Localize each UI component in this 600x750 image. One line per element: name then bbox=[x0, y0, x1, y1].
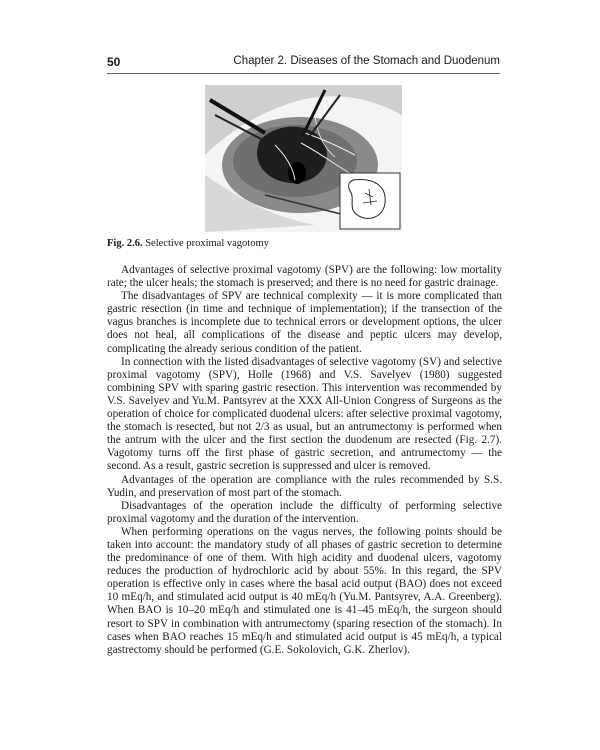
figure-caption bbox=[107, 238, 269, 249]
body-text bbox=[107, 264, 502, 657]
paragraph: In connection with the listed disadvantages of selective vagotomy (SV) and selective proximal vagotomy (SPV), Holle (1968) and V.S. Savelyev (1980) suggested combining SPV with sparing gastric resection. This intervention was recommended by V.S. Savelyev and Yu.M. Pantsyrev at the XXX All-Union Congress of Surgeons as the operation of choice for complicated duodenal ulcers: after selective proximal vagotomy, the stomach is resected, but not 2/3 as usual, but an antrumectomy is performed when the antrum with the ulcer and the first section the duodenum are resected (Fig. 2.7). Vagotomy turns off the first phase of gastric secretion, and antrumectomy — the second. As a result, gastric secretion is suppressed and ulcer is removed. bbox=[107, 355, 502, 473]
header-rule bbox=[107, 73, 500, 74]
figure-caption-text: Selective proximal vagotomy bbox=[145, 238, 269, 249]
page-number: 50 bbox=[107, 55, 121, 69]
paragraph: Disadvantages of the operation include the difficulty of performing selective proximal vagotomy and the duration of the intervention. bbox=[107, 499, 502, 525]
surgical-illustration bbox=[205, 85, 402, 232]
running-title: Chapter 2. Diseases of the Stomach and Duodenum bbox=[233, 55, 500, 67]
paragraph: When performing operations on the vagus nerves, the following points should be taken into account: the mandatory study of all phases of gastric secretion to determine the predominance of one of them. With high acidity and duodenal ulcers, vagotomy reduces the production of hydrochloric acid by about 55%. In this regard, the SPV operation is effective only in cases where the basal acid output (BAO) does not exceed 10 mEq/h, and stimulated acid output is 40 mEq/h (Yu.M. Pantsyrev, A.A. Greenberg). When BAO is 10–20 mEq/h and stimulated one is 41–45 mEq/h, the surgeon should resort to SPV in combination with antrumectomy (sparing resection of the stomach). In cases when BAO reaches 15 mEq/h and stimulated acid output is 45 mEq/h, a typical gastrectomy should be performed (G.E. Sokolovich, G.K. Zherlov). bbox=[107, 525, 502, 656]
figure-label: Fig. 2.6. bbox=[107, 238, 143, 249]
paragraph: Advantages of selective proximal vagotomy (SPV) are the following: low mortality rate; the ulcer heals; the stomach is preserved; and there is no need for gastric drainage. bbox=[107, 264, 502, 290]
paragraph: The disadvantages of SPV are technical complexity — it is more complicated than gastric resection (in time and technique of implementation); if the transection of the vagus branches is incomplete due to technical errors or development options, the ulcer does not heal, all complications of the disease and peptic ulcers may develop, complicating the already serious condition of the patient. bbox=[107, 290, 502, 355]
paragraph: Advantages of the operation are compliance with the rules recommended by S.S. Yudin, and preservation of most part of the stomach. bbox=[107, 473, 502, 499]
